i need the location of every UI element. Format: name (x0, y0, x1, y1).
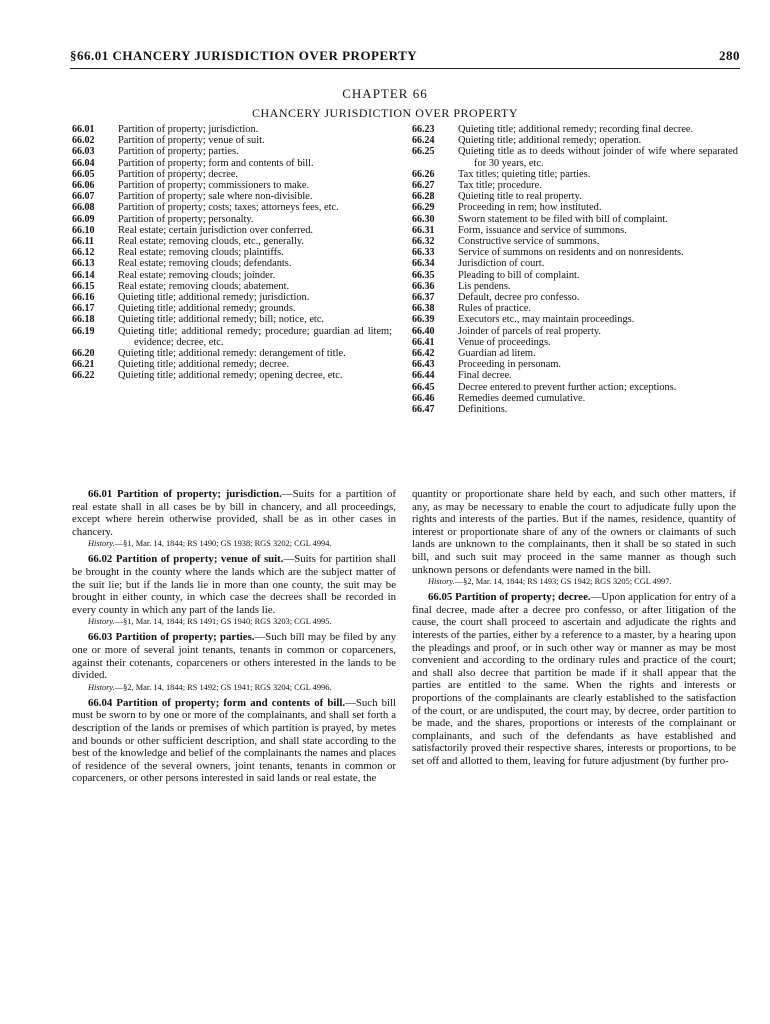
toc-section-number: 66.34 (412, 258, 435, 270)
toc-section-number: 66.19 (72, 325, 95, 337)
toc-section-title: Quieting title; additional remedy; opening decree, etc. (118, 370, 343, 382)
toc-section-number: 66.26 (412, 168, 435, 180)
section-66-04-continued: quantity or proportionate share held by each, and such other matters, if any, as may be necessary to enable the court to adjudicate fully upon the rights and interests of the parties. But if the names, residence, quantity of interest or proportionate share of any of the owners or claimants of such lands are unknown to the complainants, then it shall be so stated in such bill, and such suit may proceed in the same manner as though such unknown persons or defendants were named in the bill. (412, 488, 736, 576)
toc-entry (72, 258, 392, 269)
toc-entry (72, 370, 392, 381)
toc-section-number: 66.44 (412, 370, 435, 382)
toc-section-number: 66.02 (72, 135, 95, 147)
toc-section-number: 66.45 (412, 381, 435, 393)
toc-section-title: Proceeding in rem; how instituted. (458, 202, 602, 214)
toc-entry (412, 382, 738, 393)
toc-entry (412, 326, 738, 337)
toc-entry (72, 169, 392, 180)
toc-entry (412, 258, 738, 269)
toc-section-title: Real estate; removing clouds; abatement. (118, 280, 290, 292)
toc-entry (412, 247, 738, 258)
toc-section-title: Partition of property; form and contents of bill. (118, 157, 314, 169)
section-66-02 (72, 553, 396, 616)
table-of-contents-left (72, 124, 392, 382)
toc-entry (72, 191, 392, 202)
toc-section-number: 66.08 (72, 202, 95, 214)
toc-section-title: Constructive service of summons. (458, 236, 600, 248)
toc-section-title: Default, decree pro confesso. (458, 292, 580, 304)
toc-section-title: Partition of property; sale where non-divisible. (118, 191, 313, 203)
toc-section-number: 66.21 (72, 359, 95, 371)
toc-entry (72, 236, 392, 247)
toc-section-title: Quieting title; additional remedy; grounds. (118, 303, 296, 315)
toc-entry (72, 270, 392, 281)
toc-section-title: Quieting title as to deeds without joinder of wife where separated for 30 years, etc. (458, 146, 738, 169)
toc-section-title: Partition of property; parties. (118, 146, 239, 158)
toc-section-title: Real estate; certain jurisdiction over conferred. (118, 224, 314, 236)
toc-section-title: Tax titles; quieting title; parties. (458, 168, 591, 180)
toc-entry (412, 314, 738, 325)
toc-entry (412, 202, 738, 213)
toc-section-title: Lis pendens. (458, 280, 511, 292)
toc-section-title: Proceeding in personam. (458, 359, 562, 371)
toc-entry (72, 314, 392, 325)
toc-section-title: Quieting title; additional remedy; operation. (458, 135, 642, 147)
toc-section-number: 66.13 (72, 258, 95, 270)
toc-entry (412, 135, 738, 146)
toc-entry (412, 191, 738, 202)
toc-section-number: 66.14 (72, 269, 95, 281)
toc-entry (412, 359, 738, 370)
toc-section-title: Joinder of parcels of real property. (458, 325, 602, 337)
toc-section-number: 66.39 (412, 314, 435, 326)
toc-entry (72, 247, 392, 258)
toc-entry (412, 146, 738, 168)
toc-entry (72, 146, 392, 157)
toc-section-title: Definitions. (458, 404, 508, 416)
chapter-label: CHAPTER 66 (342, 86, 428, 101)
toc-section-title: Partition of property; jurisdiction. (118, 124, 259, 135)
toc-section-title: Sworn statement to be filed with bill of complaint. (458, 213, 668, 225)
toc-section-title: Real estate; removing clouds, etc., generally. (118, 236, 305, 248)
toc-section-number: 66.42 (412, 348, 435, 360)
toc-section-number: 66.17 (72, 303, 95, 315)
toc-section-title: Remedies deemed cumulative. (458, 392, 586, 404)
toc-section-title: Service of summons on residents and on nonresidents. (458, 247, 684, 259)
toc-section-number: 66.15 (72, 280, 95, 292)
toc-entry (412, 281, 738, 292)
toc-section-title: Partition of property; decree. (118, 168, 239, 180)
toc-section-number: 66.38 (412, 303, 435, 315)
section-66-03 (72, 631, 396, 681)
history-note: History.—§1, Mar. 14, 1844; RS 1491; GS 1940; RGS 3203; CGL 4995. (88, 617, 332, 627)
toc-section-number: 66.24 (412, 135, 435, 147)
toc-entry (412, 370, 738, 381)
toc-section-number: 66.10 (72, 224, 95, 236)
toc-section-title: Partition of property; personalty. (118, 213, 254, 225)
history-note: History.—§1, Mar. 14, 1844; RS 1490; GS 1938; RGS 3202; CGL 4994. (88, 539, 332, 549)
text-column-left (72, 488, 396, 785)
section-heading: 66.01 Partition of property; jurisdiction. (88, 488, 282, 500)
toc-section-title: Quieting title; additional remedy: derangement of title. (118, 348, 346, 360)
toc-entry (412, 270, 738, 281)
toc-section-number: 66.37 (412, 292, 435, 304)
toc-entry (412, 393, 738, 404)
toc-section-number: 66.46 (412, 392, 435, 404)
section-heading: 66.05 Partition of property; decree. (428, 591, 591, 604)
toc-section-title: Quieting title; additional remedy; decree. (118, 359, 290, 371)
running-header-title: §66.01 CHANCERY JURISDICTION OVER PROPERTY (70, 48, 418, 63)
toc-section-number: 66.23 (412, 124, 435, 135)
page-number: 280 (719, 48, 740, 63)
toc-entry (412, 225, 738, 236)
toc-section-number: 66.32 (412, 236, 435, 248)
toc-section-number: 66.16 (72, 292, 95, 304)
toc-section-number: 66.31 (412, 224, 435, 236)
toc-entry (72, 359, 392, 370)
toc-entry (72, 225, 392, 236)
toc-entry (412, 236, 738, 247)
toc-section-title: Form, issuance and service of summons. (458, 224, 627, 236)
toc-entry (72, 292, 392, 303)
toc-entry (72, 158, 392, 169)
toc-section-title: Jurisdiction of court. (458, 258, 545, 270)
toc-section-title: Real estate; removing clouds; defendants. (118, 258, 292, 270)
toc-section-title: Rules of practice. (458, 303, 531, 315)
toc-section-title: Tax title; procedure. (458, 180, 542, 192)
toc-section-title: Quieting title to real property. (458, 191, 582, 203)
section-text: —Such bill may be filed by any one or more of several joint tenants, tenants in common or coparceners, against their cotenants, coparceners or others interested in the lands to be divided. (72, 631, 396, 682)
toc-entry (412, 303, 738, 314)
toc-section-title: Final decree. (458, 370, 512, 382)
section-66-01 (72, 488, 396, 538)
toc-entry (72, 303, 392, 314)
toc-entry (412, 180, 738, 191)
toc-section-number: 66.09 (72, 213, 95, 225)
toc-entry (72, 281, 392, 292)
toc-entry (72, 202, 392, 213)
toc-entry (412, 348, 738, 359)
toc-section-number: 66.11 (72, 236, 94, 248)
history-note: History.—§2, Mar. 14, 1844; RS 1492; GS 1941; RGS 3204; CGL 4996. (88, 682, 332, 692)
toc-section-number: 66.27 (412, 180, 435, 192)
toc-section-number: 66.18 (72, 314, 95, 326)
table-of-contents-right (412, 124, 738, 415)
toc-section-title: Real estate; removing clouds; plaintiffs. (118, 247, 284, 259)
toc-entry (72, 214, 392, 225)
toc-section-number: 66.12 (72, 247, 95, 259)
toc-section-title: Quieting title; additional remedy; recording final decree. (458, 124, 694, 135)
toc-section-number: 66.06 (72, 180, 95, 192)
section-text: —Upon application for entry of a final decree, made after a decree pro confesso, or after litigation of the cause, the court shall proceed to ascertain and adjudicate the rights and interests of the parties, either by a reference to a master, by a hearing upon the pleadings and proof, or in such other way or manner as may be most convenient and according to the ordinary rules and practice of the court; and shall also decree that partition be made if it shall appear that the parties are entitled to the same. When the rights and interests or proportions of the complainants are clearly established to the satisfaction of the court, or are undisputed, the court may, by decree, order partition to be made, and the shares, proportions or interests of the complainant or complainants, and such of the defendants as have established and satisfactorily proved their respective shares, interests or proportions, to be set off and allotted to them, leaving for future adjustment (by further pro- (412, 591, 736, 767)
section-heading: 66.03 Partition of property; parties. (88, 631, 255, 644)
text-column-right (412, 488, 736, 767)
toc-section-title: Partition of property; costs; taxes; attorneys fees, etc. (118, 202, 339, 214)
toc-section-number: 66.01 (72, 124, 95, 135)
toc-section-title: Quieting title; additional remedy; procedure; guardian ad litem; evidence; decree, etc. (118, 325, 392, 348)
toc-section-number: 66.43 (412, 359, 435, 371)
toc-section-title: Quieting title; additional remedy; jurisdiction. (118, 292, 310, 304)
toc-section-title: Venue of proceedings. (458, 336, 551, 348)
toc-section-title: Partition of property; venue of suit. (118, 135, 265, 147)
section-66-05 (412, 591, 736, 767)
toc-entry (412, 169, 738, 180)
section-heading: 66.04 Partition of property; form and contents of bill. (88, 696, 346, 709)
toc-section-number: 66.03 (72, 146, 95, 158)
toc-section-title: Executors etc., may maintain proceedings. (458, 314, 635, 326)
toc-section-number: 66.04 (72, 157, 95, 169)
toc-section-number: 66.29 (412, 202, 435, 214)
toc-section-number: 66.47 (412, 404, 435, 416)
toc-section-number: 66.30 (412, 213, 435, 225)
toc-entry (412, 292, 738, 303)
toc-section-number: 66.41 (412, 336, 435, 348)
toc-entry (412, 404, 738, 415)
history-note: History.—§2, Mar. 14, 1844; RS 1493; GS 1942; RGS 3205; CGL 4997. (428, 577, 672, 587)
toc-section-title: Quieting title; additional remedy; bill; notice, etc. (118, 314, 325, 326)
toc-entry (412, 124, 738, 135)
toc-entry (72, 180, 392, 191)
toc-section-number: 66.36 (412, 280, 435, 292)
section-text: —Such bill must be sworn to by one or more of the complainants, and shall set forth a description of the lands or premises of which partition is prayed, by metes and bounds or other sufficient description, and shall state according to the best of the knowledge and belief of the complainants the names and places of residence of the several owners, joint tenants, tenants in common or coparceners, or other persons interested in said lands or real estate, the (72, 696, 396, 785)
toc-section-title: Partition of property; commissioners to make. (118, 180, 310, 192)
header-rule (70, 68, 740, 69)
toc-entry (72, 124, 392, 135)
section-66-04 (72, 697, 396, 785)
section-text: —Suits for a partition of real estate shall in all cases be by bill in chancery, and all proceedings, except where herein otherwise provided, shall be as in other cases in chancery. (72, 488, 397, 538)
toc-section-title: Real estate; removing clouds; joinder. (118, 269, 276, 281)
toc-section-number: 66.25 (412, 146, 435, 158)
toc-section-number: 66.20 (72, 348, 95, 360)
toc-entry (72, 135, 392, 146)
toc-entry (412, 337, 738, 348)
toc-section-number: 66.07 (72, 191, 95, 203)
chapter-title: CHANCERY JURISDICTION OVER PROPERTY (251, 106, 519, 120)
section-text: —Suits for partition shall be brought in the county where the lands which are the subject matter of the suit lie; but if the lands lie in more than one county, the suit may be brought in either county, in which case the decrees shall be recorded in every county in which any part of the lands lie. (72, 553, 396, 616)
toc-section-number: 66.05 (72, 168, 95, 180)
toc-entry (72, 326, 392, 348)
toc-section-title: Guardian ad litem. (458, 348, 536, 360)
toc-section-title: Decree entered to prevent further action; exceptions. (458, 381, 677, 393)
running-header (70, 48, 740, 68)
section-heading: 66.02 Partition of property; venue of suit. (88, 553, 284, 566)
toc-section-number: 66.40 (412, 325, 435, 337)
toc-section-number: 66.28 (412, 191, 435, 203)
toc-section-title: Pleading to bill of complaint. (458, 269, 580, 281)
toc-entry (72, 348, 392, 359)
toc-section-number: 66.33 (412, 247, 435, 259)
toc-entry (412, 214, 738, 225)
toc-section-number: 66.22 (72, 370, 95, 382)
toc-section-number: 66.35 (412, 269, 435, 281)
